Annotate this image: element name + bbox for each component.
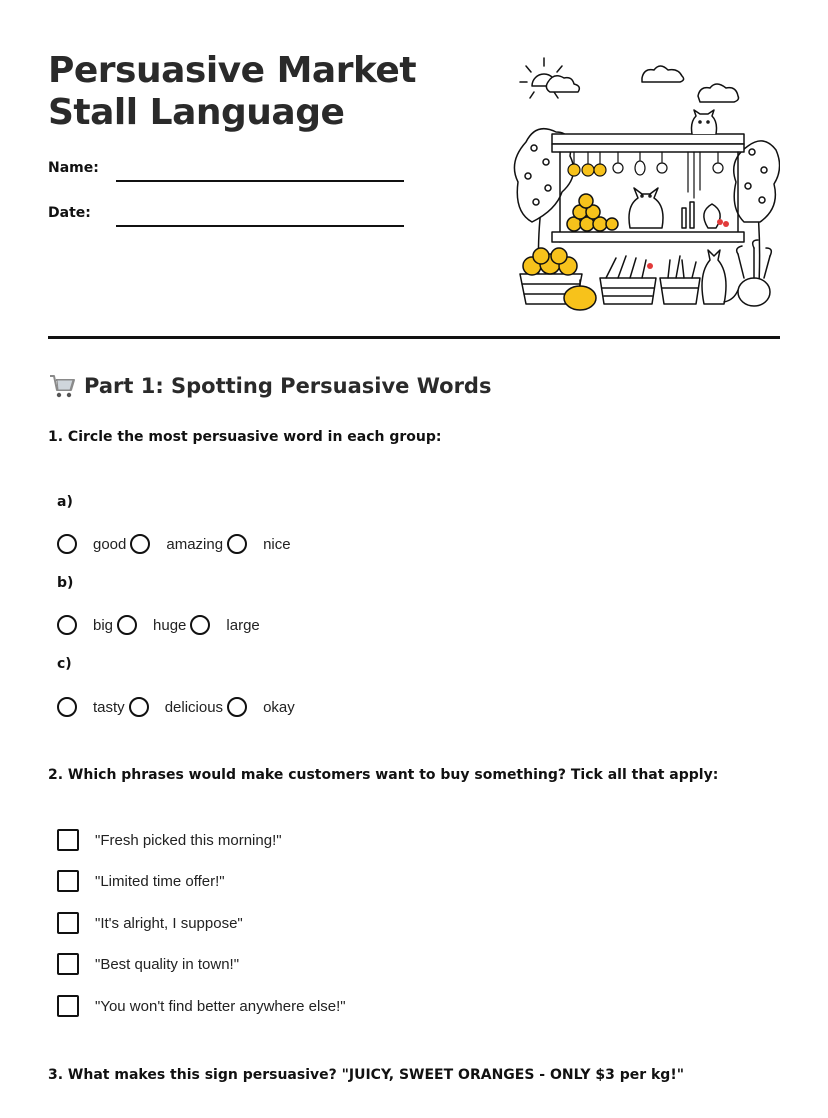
checkbox-fresh-picked[interactable] [57, 829, 79, 851]
part1-heading-text: Part 1: Spotting Persuasive Words [84, 374, 492, 398]
potted-plant-icon [737, 240, 772, 306]
checkbox-best-quality[interactable] [57, 953, 79, 975]
checkbox-wont-find-better[interactable] [57, 995, 79, 1017]
option-amazing: amazing [166, 535, 224, 553]
list-item [57, 910, 243, 936]
date-label: Date: [48, 205, 91, 221]
phrase-its-alright: "It's alright, I suppose" [95, 914, 243, 932]
list-item [57, 993, 346, 1019]
group-b-label: b) [57, 575, 74, 591]
radio-okay[interactable] [227, 697, 247, 717]
cat-icon [702, 250, 738, 304]
checkbox-limited-time[interactable] [57, 870, 79, 892]
phrase-limited-time: "Limited time offer!" [95, 872, 225, 890]
list-item [57, 951, 239, 977]
basket-icon [660, 256, 700, 304]
part1-heading [48, 372, 491, 400]
cat-icon [692, 110, 717, 134]
group-a-label: a) [57, 494, 73, 510]
market-stall-illustration [512, 52, 780, 316]
shopping-cart-icon [48, 372, 76, 400]
radio-tasty[interactable] [57, 697, 77, 717]
cloud-icon [642, 66, 684, 82]
radio-good[interactable] [57, 534, 77, 554]
option-good: good [93, 535, 127, 553]
option-huge: huge [153, 616, 187, 634]
radio-amazing[interactable] [130, 534, 150, 554]
radio-nice[interactable] [227, 534, 247, 554]
dog-icon [629, 188, 663, 228]
group-b-options [57, 612, 264, 638]
option-large: large [226, 616, 260, 634]
header-divider [48, 336, 780, 339]
question-1-prompt: 1. Circle the most persuasive word in each group: [48, 429, 442, 445]
name-line[interactable] [116, 180, 404, 182]
phrase-wont-find-better: "You won't find better anywhere else!" [95, 997, 346, 1015]
radio-large[interactable] [190, 615, 210, 635]
list-item [57, 827, 282, 853]
list-item [57, 868, 225, 894]
radio-delicious[interactable] [129, 697, 149, 717]
option-delicious: delicious [164, 698, 224, 716]
radio-huge[interactable] [117, 615, 137, 635]
question-3-prompt: 3. What makes this sign persuasive? "JUICY, SWEET ORANGES - ONLY $3 per kg!" [48, 1067, 685, 1083]
sun-icon [520, 58, 579, 98]
group-c-label: c) [57, 656, 72, 672]
question-2-prompt: 2. Which phrases would make customers want to buy something? Tick all that apply: [48, 767, 719, 783]
page-title: Persuasive Market Stall Language [48, 50, 417, 133]
radio-big[interactable] [57, 615, 77, 635]
orange-pile [567, 194, 618, 231]
basket-icon [600, 256, 656, 304]
option-tasty: tasty [93, 698, 125, 716]
checkbox-its-alright[interactable] [57, 912, 79, 934]
date-line[interactable] [116, 225, 404, 227]
group-a-options [57, 531, 295, 557]
name-label: Name: [48, 160, 99, 176]
option-okay: okay [263, 698, 295, 716]
option-nice: nice [263, 535, 291, 553]
phrase-fresh-picked: "Fresh picked this morning!" [95, 831, 282, 849]
phrase-best-quality: "Best quality in town!" [95, 955, 240, 973]
group-c-options [57, 694, 299, 720]
cloud-icon [698, 84, 739, 102]
option-big: big [93, 616, 114, 634]
